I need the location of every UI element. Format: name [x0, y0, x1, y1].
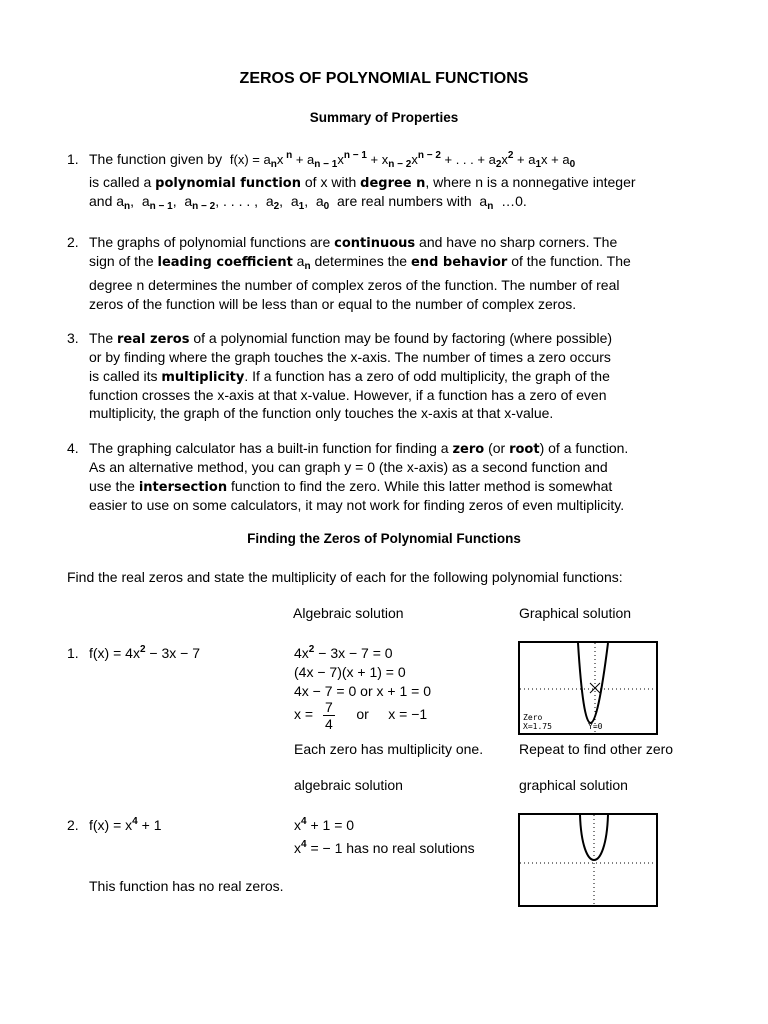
item-3-line3: is called its multiplicity. If a function has a zero of odd multiplicity, the graph of the	[89, 368, 610, 385]
problem-1-number: 1.	[67, 645, 79, 661]
problem-2-function: $f(x) = x^4 + 1$	[89, 816, 162, 833]
problem-2-conclusion: This function has no real zeros.	[89, 878, 284, 894]
item-1-number: 1.	[67, 151, 79, 167]
instruction: Find the real zeros and state the multiplicity of each for the following polynomial functions:	[67, 569, 623, 585]
col-graphical-header: Graphical solution	[519, 605, 632, 621]
item-3-line4: function crosses the x-axis at that x-value. However, if a function has a zero of even	[89, 387, 607, 403]
polynomial-formula: $f(x) = a_nx$ $^n + a_{n - 1}x^{n - 1} + x_{n - 2}x^{n - 2}$ + . . . + $a_2x^2 + a_1x + a_0$	[229, 150, 576, 170]
section-subtitle: Summary of Properties	[309, 110, 459, 125]
graphical-solution-label: graphical solution	[519, 777, 628, 793]
item-4-line3: use the intersection function to find the zero. While this latter method is somewhat	[89, 478, 613, 495]
page-title: ZEROS OF POLYNOMIAL FUNCTIONS	[239, 70, 529, 87]
item-1-line2: is called a polynomial function of x with degree n, where n is a nonnegative integer	[89, 174, 636, 191]
section-2-title: Finding the Zeros of Polynomial Functions	[247, 531, 521, 546]
problem-1-function: $f(x) = 4x^2 - 3x - 7$	[89, 644, 201, 661]
calc-zero-label: Zero	[523, 713, 543, 722]
item-2-line1: The graphs of polynomial functions are continuous and have no sharp corners. The	[89, 234, 618, 251]
problem-1-alg-line3: 4x − 7 = 0 or x + 1 = 0	[294, 683, 431, 699]
problem-1-alg-line4: x = $\frac{7}{4}$ or x = −1	[294, 699, 428, 732]
item-2-line3: degree n determines the number of complex zeros of the function. The number of real	[89, 277, 620, 293]
item-3-line2: or by finding where the graph touches the x-axis. The number of times a zero occurs	[89, 349, 611, 365]
problem-1-alg-line2: (4x − 7)(x + 1) = 0	[294, 664, 406, 680]
item-4-number: 4.	[67, 440, 79, 456]
item-3-number: 3.	[67, 330, 79, 346]
problem-2-alg-line2: $x^4$ = − 1 has no real solutions	[294, 839, 475, 856]
item-2-line4: zeros of the function will be less than or equal to the number of complex zeros.	[89, 296, 577, 312]
calculator-graph-2	[518, 813, 658, 907]
problem-2-alg-line1: $x^4 + 1 = 0$	[294, 816, 355, 833]
col-algebraic-header: Algebraic solution	[293, 605, 404, 621]
item-4-line2: As an alternative method, you can graph y = 0 (the x-axis) as a second function and	[89, 459, 608, 475]
calc-y-value: Y=0	[588, 722, 603, 731]
problem-2-number: 2.	[67, 817, 79, 833]
calculator-graph-1	[518, 641, 658, 735]
item-1-line3: and $a_n$, $a_{n - 1}$, $a_{n - 2}$, . . . . , $a_2$, $a_1$, $a_0$ are real numbers with $a_n$ …0.	[89, 193, 527, 212]
item-4-line1: The graphing calculator has a built-in function for finding a zero (or root) of a function.	[89, 440, 629, 457]
item-3-line5: multiplicity, the graph of the function only touches the x-axis at that x-value.	[89, 405, 554, 421]
fraction-seven-fourths: $\frac{7}{4}$	[324, 699, 333, 732]
item-3-line1: The real zeros of a polynomial function may be found by factoring (where possible)	[89, 330, 613, 347]
item-1-line1: The function given by $f(x) = a_nx$ $^n + a_{n - 1}x^{n - 1} + x_{n - 2}x^{n - 2}$ + . . . + $a_2x^2 + a_1x + a_0$	[89, 150, 576, 170]
calc-x-value: X=1.75	[523, 722, 552, 731]
problem-1-graph-note: Repeat to find other zero	[519, 741, 674, 757]
problem-1-alg-line1: $4x^2 - 3x - 7 = 0$	[294, 644, 393, 661]
item-2-number: 2.	[67, 234, 79, 250]
problem-1-note: Each zero has multiplicity one.	[294, 741, 484, 757]
algebraic-solution-label: algebraic solution	[294, 777, 403, 793]
item-2-line2: sign of the leading coefficient $a_n$ determines the end behavior of the function. The	[89, 253, 631, 272]
item-4-line4: easier to use on some calculators, it may not work for finding zeros of even multiplicity.	[89, 497, 625, 513]
